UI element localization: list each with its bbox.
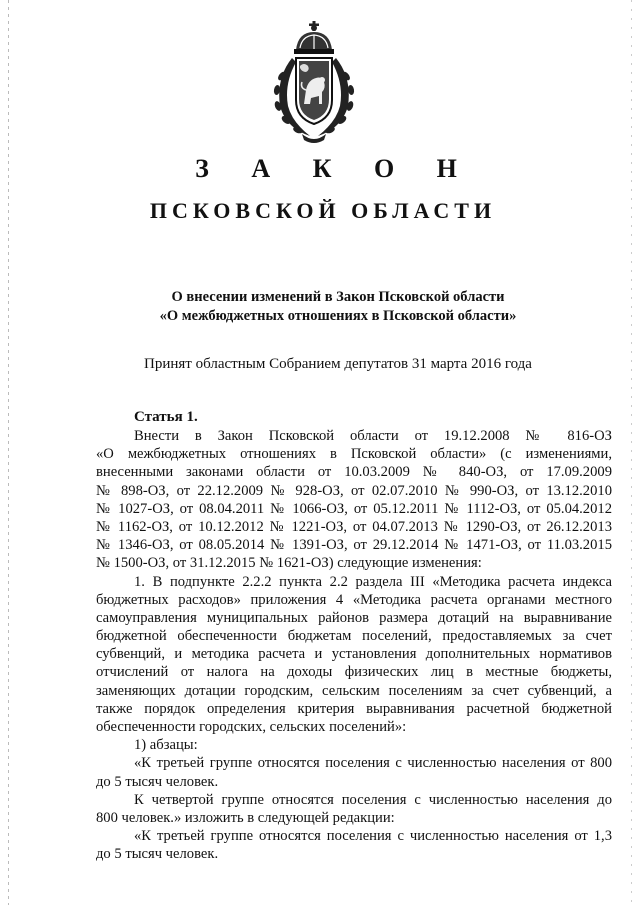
adoption-note: Принят областным Собранием депутатов 31 марта 2016 года: [144, 356, 532, 372]
body-line: отчислений от налога на доходы физических лиц в местные бюджеты,: [96, 664, 612, 681]
document-region: ПСКОВСКОЙ ОБЛАСТИ: [149, 198, 497, 223]
body-line: бюджетной обеспеченности бюджетам поселений, предоставляемых за счет: [96, 628, 612, 645]
body-line: 800 человек.» изложить в следующей редакции:: [96, 809, 395, 826]
body-line: бюджетных расходов» приложения 4 «Методика расчета органами местного: [96, 591, 612, 608]
body-line: № 1027-ОЗ, от 08.04.2011 № 1066-ОЗ, от 05.12.2011 № 1112-ОЗ, от 05.04.2012: [96, 500, 612, 517]
body-line: «О межбюджетных отношениях в Псковской области» (с изменениями,: [96, 446, 612, 463]
body-line: также порядок определения критерия выравнивания расчетной бюджетной: [96, 700, 612, 717]
body-line: «К третьей группе относятся поселения с численностью населения от 1,3: [134, 828, 612, 845]
body-line: К четвертой группе относятся поселения с численностью населения до: [134, 791, 612, 808]
body-line: Внести в Закон Псковской области от 19.12.2008 № 816-ОЗ: [134, 428, 612, 444]
body-line: заменяющих дотации городским, сельским поселениям за счет субвенций, а: [96, 682, 612, 699]
body-line: 1) абзацы:: [134, 737, 198, 754]
subject-line: «О межбюджетных отношениях в Псковской области»: [159, 308, 517, 324]
article-body: [96, 427, 612, 864]
document-heading: З А К О Н: [195, 154, 475, 183]
body-line: № 1346-ОЗ, от 08.05.2014 № 1391-ОЗ, от 29.12.2014 № 1471-ОЗ, от 11.03.2015: [96, 537, 612, 554]
body-line: самоуправления муниципальных районов размера дотаций на выравнивание: [96, 609, 612, 626]
body-line: до 5 тысяч человек.: [96, 846, 219, 863]
pskov-coat-of-arms-icon: [262, 18, 366, 146]
subject-line: О внесении изменений в Закон Псковской области: [171, 289, 505, 305]
scan-edge-left: [8, 0, 9, 905]
body-line: № 898-ОЗ, от 22.12.2009 № 928-ОЗ, от 02.07.2010 № 990-ОЗ, от 13.12.2010: [96, 482, 612, 499]
body-line: 1. В подпункте 2.2.2 пункта 2.2 раздела III «Методика расчета индекса: [134, 573, 612, 590]
body-line: № 1500-ОЗ, от 31.12.2015 № 1621-ОЗ) следующие изменения:: [96, 555, 482, 572]
body-line: субвенций, и методика расчета и установления дополнительных нормативов: [96, 646, 612, 663]
body-line: «К третьей группе относятся поселения с численностью населения от 800: [134, 755, 612, 772]
body-line: № 1162-ОЗ, от 10.12.2012 № 1221-ОЗ, от 04.07.2013 № 1290-ОЗ, от 26.12.2013: [96, 518, 612, 535]
body-line: до 5 тысяч человек.: [96, 773, 219, 790]
body-line: внесенными законами области от 10.03.2009 № 840-ОЗ, от 17.09.2009: [96, 464, 612, 481]
article-title: Статья 1.: [134, 409, 198, 425]
body-line: обеспеченности городских, сельских поселений»:: [96, 719, 407, 735]
law-subject: [0, 288, 640, 326]
scan-edge-right: [631, 0, 632, 905]
